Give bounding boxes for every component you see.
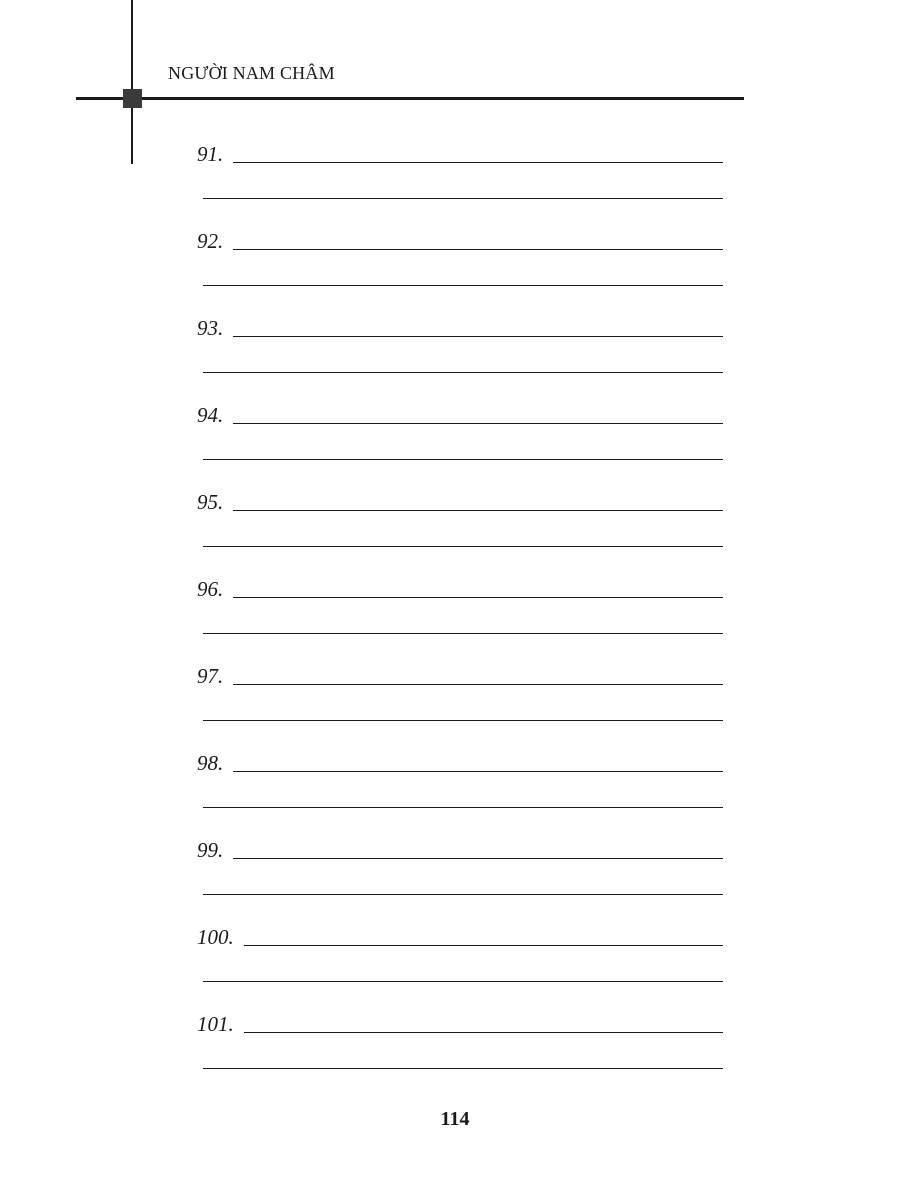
- crop-mark-square: [123, 89, 142, 108]
- entry-number: 93.: [197, 316, 224, 340]
- list-item: [0, 316, 910, 376]
- writing-line: [203, 894, 723, 895]
- writing-line: [203, 720, 723, 721]
- list-item: [0, 751, 910, 811]
- list-item: [0, 490, 910, 550]
- list-item: [0, 925, 910, 985]
- writing-line: [233, 858, 723, 859]
- entry-number: 100.: [197, 925, 234, 949]
- list-item: [0, 577, 910, 637]
- entry-number: 96.: [197, 577, 224, 601]
- writing-line: [203, 981, 723, 982]
- running-head-title: NGƯỜI NAM CHÂM: [168, 63, 335, 83]
- entry-number: 101.: [197, 1012, 234, 1036]
- writing-line: [233, 162, 723, 163]
- crop-mark-vertical-rule: [131, 0, 133, 164]
- writing-line: [203, 372, 723, 373]
- writing-line: [203, 807, 723, 808]
- writing-line: [203, 285, 723, 286]
- writing-line: [233, 249, 723, 250]
- entry-number: 95.: [197, 490, 224, 514]
- entry-number: 99.: [197, 838, 224, 862]
- entry-number: 92.: [197, 229, 224, 253]
- writing-line: [203, 198, 723, 199]
- writing-line: [233, 684, 723, 685]
- page-number: 114: [440, 1108, 470, 1130]
- list-item: [0, 403, 910, 463]
- list-item: [0, 229, 910, 289]
- writing-line: [203, 633, 723, 634]
- writing-line: [244, 945, 723, 946]
- entry-number: 91.: [197, 142, 224, 166]
- writing-line: [233, 510, 723, 511]
- writing-line: [203, 459, 723, 460]
- writing-line: [233, 771, 723, 772]
- entry-number: 98.: [197, 751, 224, 775]
- list-item: [0, 142, 910, 202]
- writing-line: [244, 1032, 723, 1033]
- writing-line: [203, 546, 723, 547]
- writing-line: [203, 1068, 723, 1069]
- writing-line: [233, 597, 723, 598]
- list-item: [0, 1012, 910, 1072]
- writing-line: [233, 423, 723, 424]
- entry-number: 94.: [197, 403, 224, 427]
- list-item: [0, 664, 910, 724]
- list-item: [0, 838, 910, 898]
- entry-number: 97.: [197, 664, 224, 688]
- header-rule: [76, 97, 744, 100]
- writing-line: [233, 336, 723, 337]
